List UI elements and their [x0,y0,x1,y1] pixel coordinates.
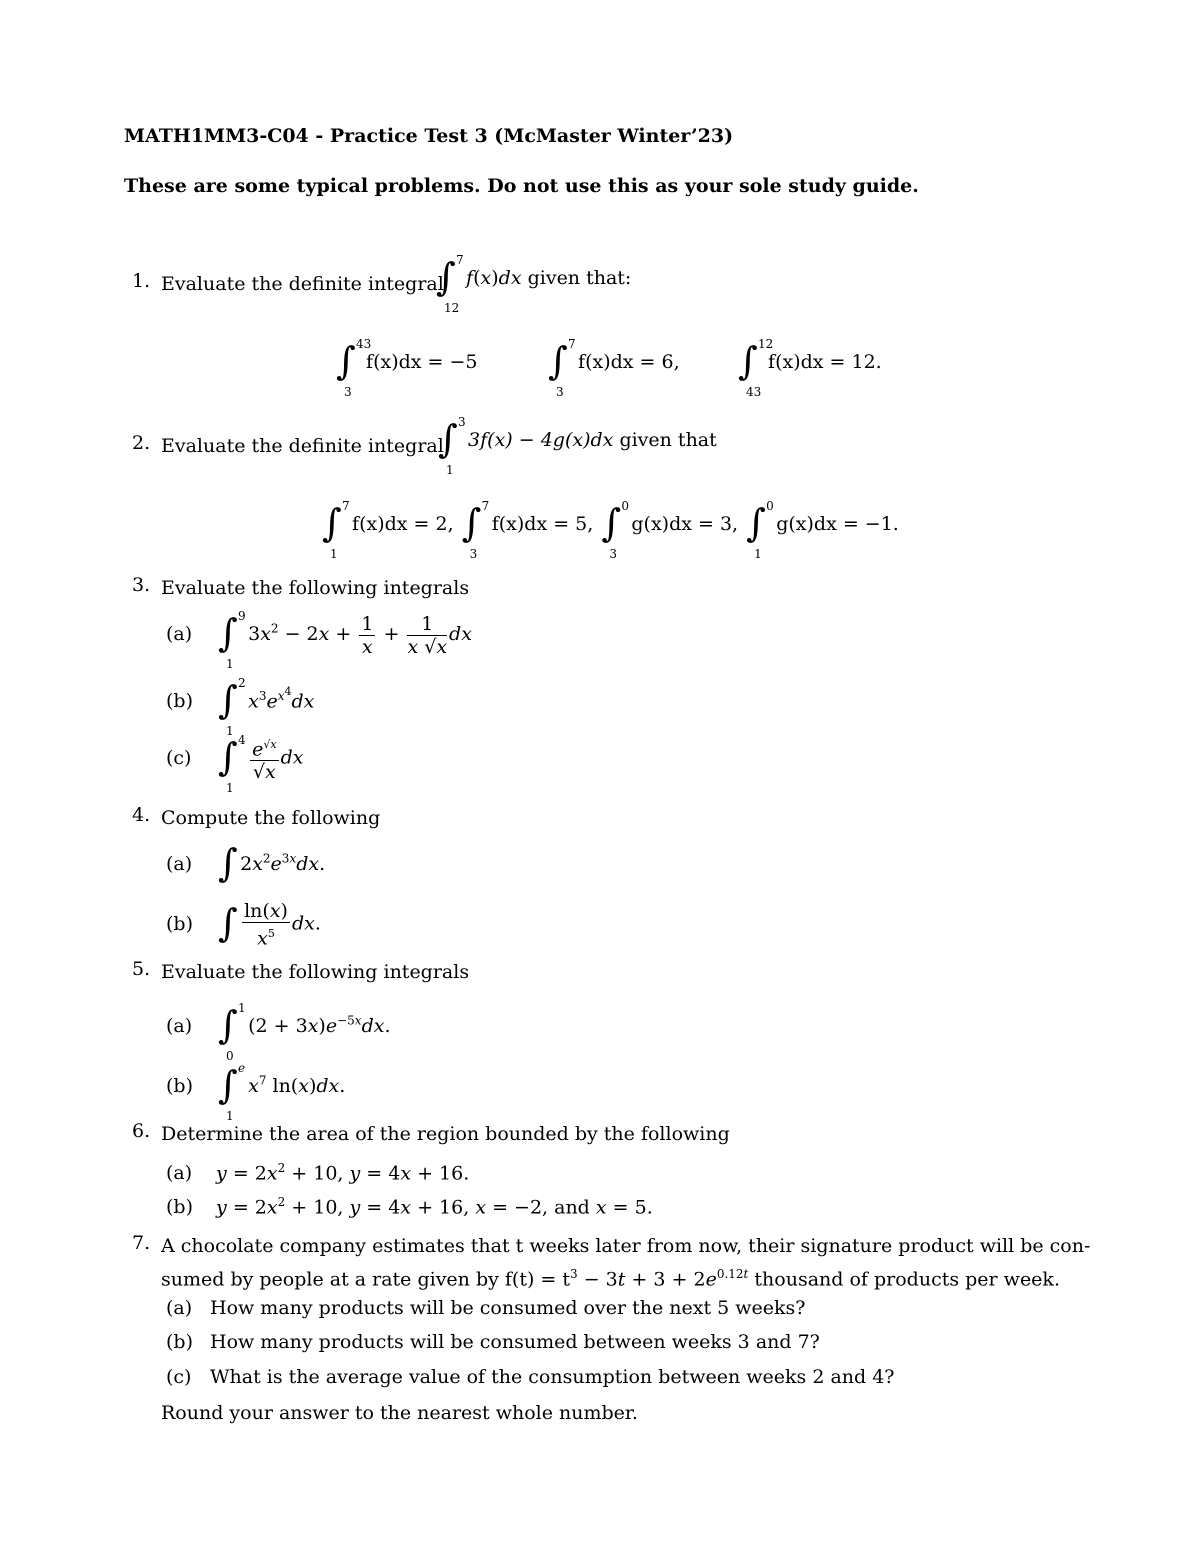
page-title: MATH1MM3-C04 - Practice Test 3 (McMaster Winter’23) [124,125,734,147]
problem-closing: Round your answer to the nearest whole number. [161,1402,638,1424]
subproblem-a: (a) ∫ 1 0 $(2 + 3x)e^{-5x}dx$. [166,1001,391,1063]
subproblem-a: (a) $y = 2x^2 + 10$, y = 4x + 16. [166,1161,470,1185]
problem-lead: Evaluate the definite integral [161,435,444,457]
problem-lead: Evaluate the following integrals [161,961,470,983]
given-integrals: ∫ 7 1 f(x)dx = 2, ∫ 7 3 f(x)dx = 5, ∫ 0 3 g(x)dx = 3, ∫ 0 1 g(x)dx = −1. [322,499,899,561]
given-integral-2: ∫ 7 3 f(x)dx = 6, [548,337,680,399]
given-integral-1: ∫ 43 3 f(x)dx = −5 [336,337,478,399]
subproblem-b: (b) How many products will be consumed between weeks 3 and 7? [166,1331,820,1353]
problem-lead: Evaluate the definite integral [161,273,444,295]
problem-number: 7. [132,1232,151,1254]
problem-lead: Determine the area of the region bounded by the following [161,1123,730,1145]
problem-tail: given that [619,429,717,451]
subproblem-b: (b) ∫ e 1 $x^7$ ln(x)dx. [166,1061,346,1123]
document-page [124,122,1084,200]
problem-integral: ∫ 3 1 3f(x) − 4g(x)dx given that [438,415,717,477]
subproblem-a: (a) ∫ $2x^2e^{3x}dx$. [166,841,326,885]
problem-number: 1. [132,270,151,292]
subproblem-c: (c) ∫ 4 1 $\frac{e^{√x}}{√x}$ dx [166,732,304,795]
subproblem-b: (b) ∫ $\frac{\ln(x)}{x^5}$ dx. [166,900,321,950]
problem-number: 4. [132,804,151,826]
subproblem-a: (a) How many products will be consumed over the next 5 weeks? [166,1297,806,1319]
problem-tail: given that: [527,267,632,289]
problem-number: 6. [132,1120,151,1142]
problem-number: 5. [132,958,151,980]
problem-line-2: sumed by people at a rate given by $f(t) = t^3 - 3t + 3 + 2e^{0.12t}$ thousand of products per week. [161,1267,1060,1291]
problem-lead: Evaluate the following integrals [161,577,470,599]
problem-number: 3. [132,574,151,596]
page-subtitle: These are some typical problems. Do not use this as your sole study guide. [124,175,919,197]
subproblem-b: (b) $y = 2x^2 + 10$, y = 4x + 16, x = −2, and x = 5. [166,1195,653,1219]
problem-line-1: A chocolate company estimates that t weeks later from now, their signature product will be con- [161,1235,1091,1257]
problem-number: 2. [132,432,151,454]
problem-integral: ∫ 7 12 f(x)dx given that: [436,253,632,315]
given-integral-3: ∫ 12 43 f(x)dx = 12. [738,337,882,399]
subproblem-c: (c) What is the average value of the consumption between weeks 2 and 4? [166,1366,895,1388]
subproblem-a: (a) ∫ 9 1 $3x^2 - 2x$ + $\frac{1}{x}$ + $\frac{1}{x √x}$ dx [166,609,472,671]
subproblem-b: (b) ∫ 2 1 $x^3e^{x4}dx$ [166,676,315,739]
problem-lead: Compute the following [161,807,381,829]
